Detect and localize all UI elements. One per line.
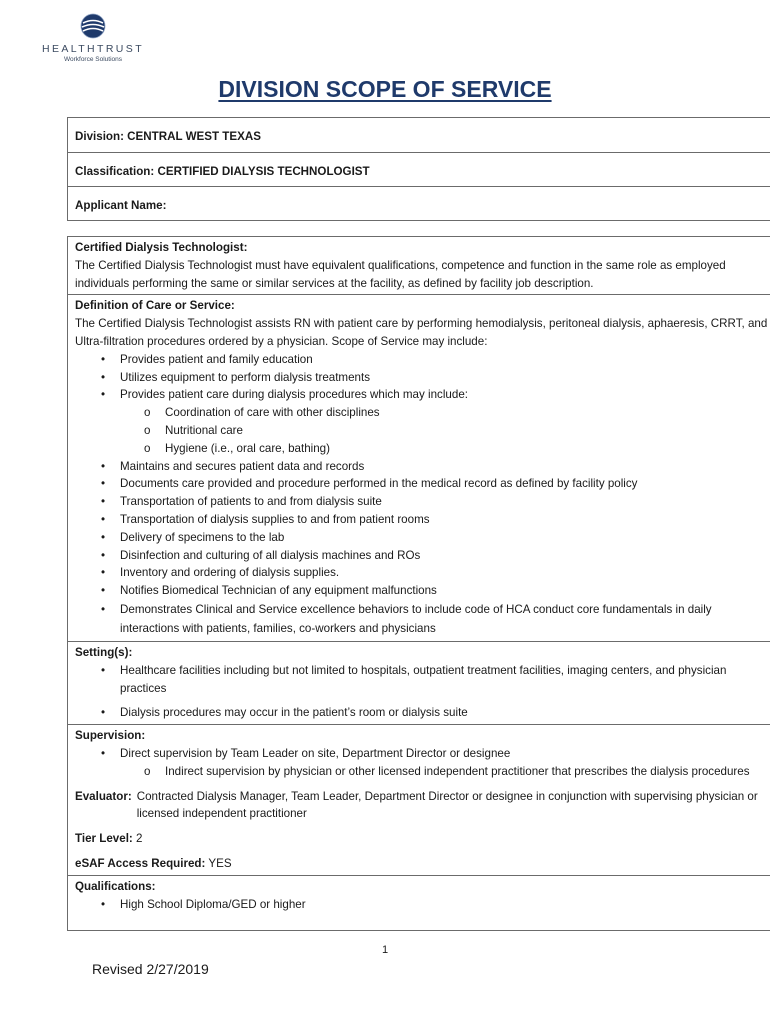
sub-list-item: o Indirect supervision by physician or other licensed independent practitioner that prescribes the dialysis procedures xyxy=(75,763,769,781)
supervision-sublist xyxy=(75,763,769,781)
list-item: • Healthcare facilities including but not limited to hospitals, outpatient treatment facilities, imaging centers, and physician practices xyxy=(75,662,769,698)
company-logo xyxy=(38,12,148,63)
list-item: • Transportation of dialysis supplies to and from patient rooms xyxy=(75,511,769,529)
list-item: • Direct supervision by Team Leader on site, Department Director or designee xyxy=(75,745,769,763)
classification-row: Classification: CERTIFIED DIALYSIS TECHNOLOGIST xyxy=(68,152,770,186)
list-item: • Utilizes equipment to perform dialysis treatments xyxy=(75,369,769,387)
brand-name: HEALTHTRUST xyxy=(41,43,145,55)
evaluator-row xyxy=(75,788,769,824)
technologist-section xyxy=(68,237,770,294)
qualifications-list xyxy=(75,896,769,914)
list-item: • Inventory and ordering of dialysis supplies. xyxy=(75,564,769,582)
sub-list-item: o Hygiene (i.e., oral care, bathing) xyxy=(75,440,769,458)
evaluator-text: Contracted Dialysis Manager, Team Leader, Department Director or designee in conjunction with supervising physician or licensed independent practitioner xyxy=(136,789,758,821)
list-item: • Delivery of specimens to the lab xyxy=(75,529,769,547)
definition-section xyxy=(68,294,770,641)
list-item: • Dialysis procedures may occur in the patient’s room or dialysis suite xyxy=(75,704,769,722)
list-item: • Disinfection and culturing of all dialysis machines and ROs xyxy=(75,547,769,565)
esaf-row xyxy=(75,855,769,873)
settings-label: Setting(s): xyxy=(75,645,133,659)
list-item: • Demonstrates Clinical and Service excellence behaviors to include code of HCA conduct core fundamentals in daily interactions with patients, families, co-workers and physicians xyxy=(75,600,769,639)
list-item: • Provides patient and family education xyxy=(75,351,769,369)
scope-table xyxy=(67,236,770,931)
esaf-value: YES xyxy=(208,856,232,870)
settings-list xyxy=(75,662,769,722)
list-item: • Transportation of patients to and from dialysis suite xyxy=(75,493,769,511)
page-title: DIVISION SCOPE OF SERVICE xyxy=(218,76,552,102)
sub-list-item: o Nutritional care xyxy=(75,422,769,440)
sub-list-item: o Coordination of care with other disciplines xyxy=(75,404,769,422)
globe-logo-icon xyxy=(79,12,107,40)
esaf-label: eSAF Access Required: xyxy=(75,856,206,870)
page-number: 1 xyxy=(381,944,389,956)
qualifications-label: Qualifications: xyxy=(75,879,156,893)
division-row: Division: CENTRAL WEST TEXAS xyxy=(75,130,261,143)
supervision-label: Supervision: xyxy=(75,729,146,743)
definition-text: The Certified Dialysis Technologist assists RN with patient care by performing hemodialysis, peritoneal dialysis, aphaeresis, CRRT, and Ultra-filtration procedures ordered by a physician. Scope of Service may include: xyxy=(75,317,768,348)
tier-level-row xyxy=(75,830,769,848)
definition-list xyxy=(75,351,769,404)
revised-date: Revised 2/27/2019 xyxy=(92,961,209,977)
definition-sublist xyxy=(75,404,769,457)
qualifications-section xyxy=(68,875,770,916)
supervision-section xyxy=(68,724,770,875)
evaluator-label: Evaluator: xyxy=(75,789,132,803)
supervision-list xyxy=(75,745,769,763)
brand-subtitle: Workforce Solutions xyxy=(63,56,123,63)
list-item: • Maintains and secures patient data and records xyxy=(75,458,769,476)
info-table xyxy=(67,117,770,221)
technologist-text: The Certified Dialysis Technologist must have equivalent qualifications, competence and function in the same role as employed individuals performing the same or similar services at the facility, as defined by facility job description. xyxy=(75,258,726,290)
list-item: • High School Diploma/GED or higher xyxy=(75,896,769,914)
definition-list-continued xyxy=(75,458,769,639)
settings-section xyxy=(68,641,770,724)
list-item: • Notifies Biomedical Technician of any equipment malfunctions xyxy=(75,582,769,600)
definition-label: Definition of Care or Service: xyxy=(75,299,235,313)
list-item: • Provides patient care during dialysis procedures which may include: xyxy=(75,386,769,404)
technologist-label: Certified Dialysis Technologist: xyxy=(75,241,248,254)
tier-level-label: Tier Level: xyxy=(75,832,133,846)
list-item: • Documents care provided and procedure performed in the medical record as defined by facility policy xyxy=(75,475,769,493)
applicant-name-row: Applicant Name: xyxy=(68,186,770,220)
tier-level-value: 2 xyxy=(136,832,143,846)
